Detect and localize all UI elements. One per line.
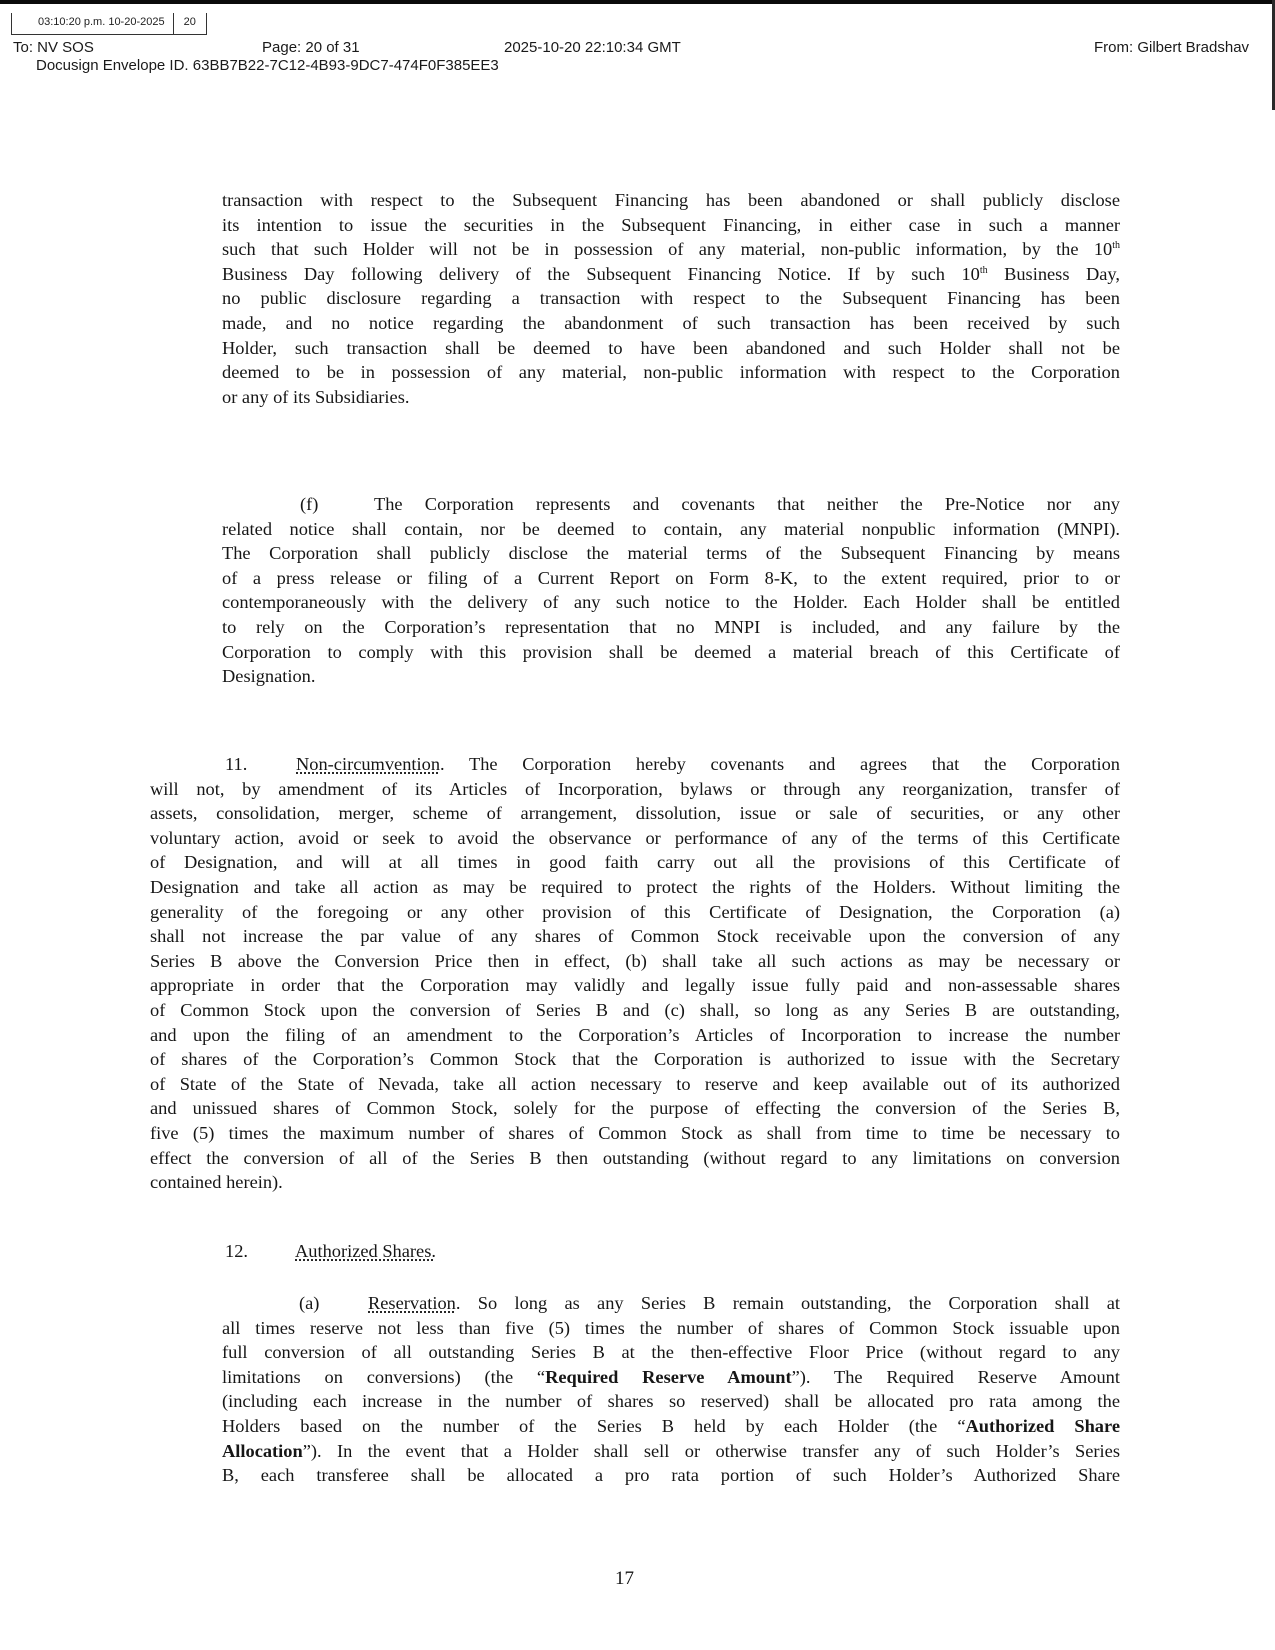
text-segment: The Corporation represents and covenants that neither the Pre-Notice nor any (374, 494, 1120, 514)
text-line: generality of the foregoing or any other provision of this Certificate of Designation, the Corporation (a) (150, 901, 1120, 922)
section-number: 11. (225, 754, 248, 774)
text-line: (including each increase in the number of shares so reserved) shall be allocated pro rata among the (222, 1391, 1120, 1412)
text-segment: limitations on conversions) (the “ (222, 1366, 546, 1387)
text-line: contemporaneously with the delivery of any such notice to the Holder. Each Holder shall be entitled (222, 592, 1120, 613)
text-line: effect the conversion of all of the Series B then outstanding (without regard to any limitations on conversion (150, 1147, 1120, 1168)
text-line: no public disclosure regarding a transaction with respect to the Subsequent Financing has been (222, 288, 1120, 309)
text-line: transaction with respect to the Subsequent Financing has been abandoned or shall publicly disclose (222, 190, 1120, 210)
text-line (222, 492, 1120, 517)
text-segment: ”). In the event that a Holder shall sell or otherwise transfer any of such Holder’s Series (302, 1440, 1120, 1461)
text-line: five (5) times the maximum number of shares of Common Stock as shall from time to time be necessary to (150, 1122, 1120, 1143)
section-label: (a) (299, 1293, 320, 1313)
text-segment: ”). The Required Reserve Amount (791, 1366, 1120, 1387)
section-number: 12. (225, 1241, 248, 1261)
section-heading: Reservation (368, 1293, 456, 1313)
text-line: Corporation to comply with this provision shall be deemed a material breach of this Certificate of (222, 641, 1120, 662)
text-line: and unissued shares of Common Stock, solely for the purpose of effecting the conversion of the Series B, (150, 1098, 1120, 1119)
text-line: B, each transferee shall be allocated a pro rata portion of such Holder’s Authorized Share (222, 1465, 1120, 1486)
section-heading: Authorized Shares. (295, 1241, 436, 1261)
text-line: or any of its Subsidiaries. (222, 386, 410, 407)
fax-to: To: NV SOS (13, 39, 94, 56)
text-line: its intention to issue the securities in the Subsequent Financing, in either case in such a manner (222, 214, 1120, 235)
text-segment: . So long as any Series B remain outstanding, the Corporation shall at (455, 1293, 1120, 1313)
text-segment: Business Day following delivery of the Subsequent Financing Notice. If by such 10 (222, 263, 980, 284)
text-line: voluntary action, avoid or seek to avoid the observance or performance of any of the terms of this Certificate (150, 827, 1120, 848)
text-line: full conversion of all outstanding Series B at the then-effective Floor Price (without regard to any (222, 1342, 1120, 1363)
text-segment: Business Day, (987, 263, 1120, 284)
text-line: all times reserve not less than five (5) times the number of shares of Common Stock issuable upon (222, 1317, 1120, 1338)
text-line (222, 237, 1120, 262)
text-line: related notice shall contain, nor be deemed to contain, any material nonpublic information (MNPI). (222, 518, 1120, 539)
docusign-envelope-id: Docusign Envelope ID. 63BB7B22-7C12-4B93-9DC7-474F0F385EE3 (36, 57, 499, 74)
section-f (222, 492, 1120, 689)
superscript: th (1112, 240, 1120, 252)
text-line: Designation. (222, 666, 316, 687)
text-line: of State of the State of Nevada, take all action necessary to reserve and keep available out of its authorized (150, 1073, 1120, 1094)
text-line: of Designation, and will at all times in good faith carry out all the provisions of this Certificate of (150, 852, 1120, 873)
text-line: made, and no notice regarding the abandonment of such transaction has been received by such (222, 312, 1120, 333)
section-label: (f) (300, 494, 319, 514)
fax-stamp (11, 13, 207, 35)
superscript: th (979, 264, 988, 276)
text-line (222, 1365, 1120, 1390)
text-line: The Corporation shall publicly disclose the material terms of the Subsequent Financing by means (222, 543, 1120, 564)
text-segment: Holders based on the number of the Series B held by each Holder (the “ (222, 1415, 966, 1436)
text-line (222, 262, 1120, 287)
text-line (222, 1439, 1120, 1464)
text-line: Designation and take all action as may be required to protect the rights of the Holders. Without limiting the (150, 876, 1120, 897)
text-line: shall not increase the par value of any shares of Common Stock receivable upon the conversion of any (150, 926, 1120, 947)
fax-stamp-page: 20 (173, 13, 206, 34)
fax-from: From: Gilbert Bradshav (1094, 39, 1250, 56)
text-line: contained herein). (150, 1172, 283, 1193)
fax-timestamp: 2025-10-20 22:10:34 GMT (504, 39, 681, 56)
text-line: of shares of the Corporation’s Common Stock that the Corporation is authorized to issue with the Secretary (150, 1049, 1120, 1070)
text-line: of Common Stock upon the conversion of Series B and (c) shall, so long as any Series B are outstanding, (150, 999, 1120, 1020)
text-line (225, 1239, 725, 1264)
fax-stamp-datetime: 03:10:20 p.m. 10-20-2025 (38, 16, 165, 28)
paragraph-continuation (222, 188, 1120, 409)
text-line: to rely on the Corporation’s representation that no MNPI is included, and any failure by the (222, 616, 1120, 637)
section-12a (222, 1291, 1120, 1488)
defined-term: Authorized Share (965, 1415, 1120, 1436)
text-line (150, 752, 1120, 777)
text-line: will not, by amendment of its Articles of Incorporation, bylaws or through any reorganization, transfer of (150, 778, 1120, 799)
text-line: Series B above the Conversion Price then in effect, (b) shall take all such actions as may be necessary or (150, 950, 1120, 971)
text-line: of a press release or filing of a Current Report on Form 8-K, to the extent required, prior to or (222, 567, 1120, 588)
section-11 (150, 752, 1120, 1195)
text-segment: . The Corporation hereby covenants and agrees that the Corporation (440, 754, 1120, 774)
text-line: appropriate in order that the Corporation may validly and legally issue fully paid and non-assessable shares (150, 975, 1120, 996)
fax-top-border (0, 0, 1275, 4)
text-line (222, 1414, 1120, 1439)
fax-page-count: Page: 20 of 31 (262, 39, 360, 56)
text-line: Holder, such transaction shall be deemed to have been abandoned and such Holder shall not be (222, 337, 1120, 358)
text-line (222, 1291, 1120, 1316)
defined-term: Required Reserve Amount (545, 1366, 792, 1387)
defined-term: Allocation (222, 1440, 303, 1461)
page-number: 17 (615, 1568, 634, 1589)
text-line: deemed to be in possession of any material, non-public information with respect to the Corporation (222, 362, 1120, 383)
text-line: assets, consolidation, merger, scheme of arrangement, dissolution, issue or sale of securities, or any other (150, 803, 1120, 824)
section-heading: Non-circumvention (296, 754, 441, 774)
text-segment: such that such Holder will not be in possession of any material, non-public information, by the 10 (222, 239, 1113, 260)
text-line: and upon the filing of an amendment to the Corporation’s Articles of Incorporation to increase the number (150, 1024, 1120, 1045)
section-12 (225, 1239, 725, 1264)
